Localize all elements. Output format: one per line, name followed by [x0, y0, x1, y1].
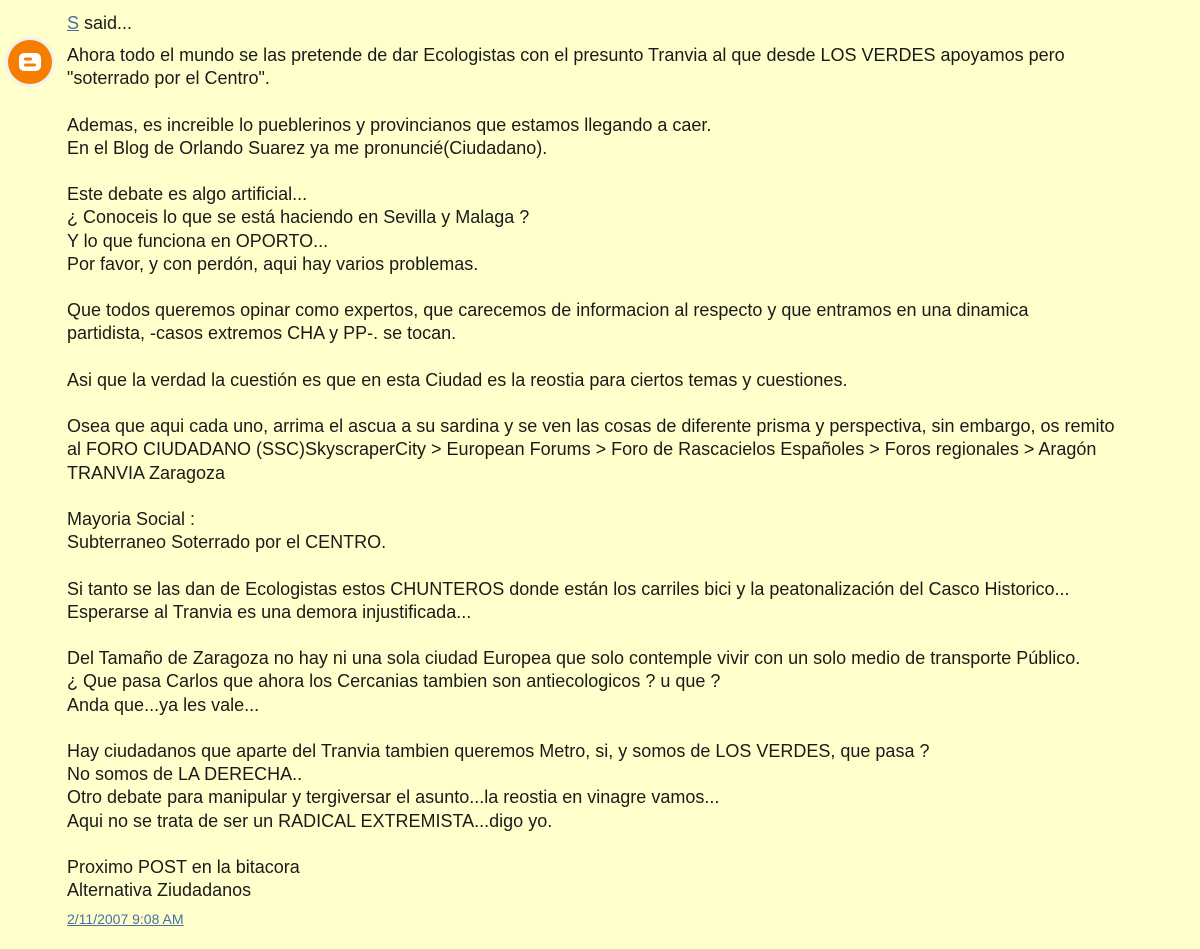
comment-line: Aqui no se trata de ser un RADICAL EXTREMISTA...digo yo.	[67, 810, 553, 831]
comment-body	[67, 44, 1117, 926]
comment-paragraph	[67, 508, 1117, 554]
comment-paragraph	[67, 369, 1117, 392]
comment-paragraph	[67, 740, 1117, 833]
comment-line: Este debate es algo artificial...	[67, 184, 308, 205]
comment-line: al FORO CIUDADANO (SSC)SkyscraperCity > European Forums > Foro de Rascacielos Españoles > Foros regionales > Aragón	[67, 439, 1097, 460]
comment-line: Hay ciudadanos que aparte del Tranvia tambien queremos Metro, si, y somos de LOS VERDES, que pasa ?	[67, 740, 930, 761]
comment-line: Subterraneo Soterrado por el CENTRO.	[67, 532, 387, 553]
comment-line: ¿ Conoceis lo que se está haciendo en Sevilla y Malaga ?	[67, 207, 530, 228]
comment-line: Que todos queremos opinar como expertos, que carecemos de informacion al respecto y que entramos en una dinamica	[67, 300, 1029, 321]
timestamp-link[interactable]: 2/11/2007 9:08 AM	[67, 911, 184, 927]
comment-line: Asi que la verdad la cuestión es que en esta Ciudad es la reostia para ciertos temas y cuestiones.	[67, 369, 848, 390]
comment-header	[67, 11, 132, 35]
comment-paragraph	[67, 578, 1117, 624]
avatar[interactable]	[5, 37, 55, 87]
comment-line: Si tanto se las dan de Ecologistas estos CHUNTEROS donde están los carriles bici y la peatonalización del Casco Historico...	[67, 578, 1070, 599]
comment-paragraph	[67, 183, 1117, 276]
comment-paragraph	[67, 44, 1117, 90]
comment-line: Osea que aqui cada uno, arrima el ascua a su sardina y se ven las cosas de diferente prisma y perspectiva, sin embargo, os remito	[67, 416, 1115, 437]
comment-line: Esperarse al Tranvia es una demora injustificada...	[67, 601, 472, 622]
comment-line: En el Blog de Orlando Suarez ya me pronuncié(Ciudadano).	[67, 137, 548, 158]
comment-paragraph	[67, 299, 1117, 345]
comment-line: Mayoria Social :	[67, 508, 196, 529]
comment-paragraph	[67, 114, 1117, 160]
comment-line: "soterrado por el Centro".	[67, 68, 270, 89]
comment-line: TRANVIA Zaragoza	[67, 462, 226, 483]
comment-line: partidista, -casos extremos CHA y PP-. se tocan.	[67, 323, 457, 344]
comment-line: Anda que...ya les vale...	[67, 694, 260, 715]
comment-line: Otro debate para manipular y tergiversar el asunto...la reostia en vinagre vamos...	[67, 787, 720, 808]
comment-paragraph	[67, 647, 1117, 717]
comment-line: Proximo POST en la bitacora	[67, 856, 300, 877]
author-link[interactable]: S	[67, 13, 80, 33]
comment-line: No somos de LA DERECHA..	[67, 764, 303, 785]
comment-line: Del Tamaño de Zaragoza no hay ni una sola ciudad Europea que solo contemple vivir con un solo medio de transporte Público.	[67, 648, 1081, 669]
comment-line: Y lo que funciona en OPORTO...	[67, 230, 329, 251]
comment-line: ¿ Que pasa Carlos que ahora los Cercanias tambien son antiecologicos ? u que ?	[67, 671, 721, 692]
comment-paragraph	[67, 856, 1117, 902]
comment-line: Ademas, es increible lo pueblerinos y provincianos que estamos llegando a caer.	[67, 114, 712, 135]
comment-line: Ahora todo el mundo se las pretende de dar Ecologistas con el presunto Tranvia al que desde LOS VERDES apoyamos pero	[67, 45, 1065, 65]
comment-line: Alternativa Ziudadanos	[67, 880, 252, 901]
blogger-icon	[8, 40, 52, 84]
comment-paragraph	[67, 415, 1117, 485]
said-label: said...	[79, 13, 133, 33]
comment-line: Por favor, y con perdón, aqui hay varios problemas.	[67, 253, 479, 274]
